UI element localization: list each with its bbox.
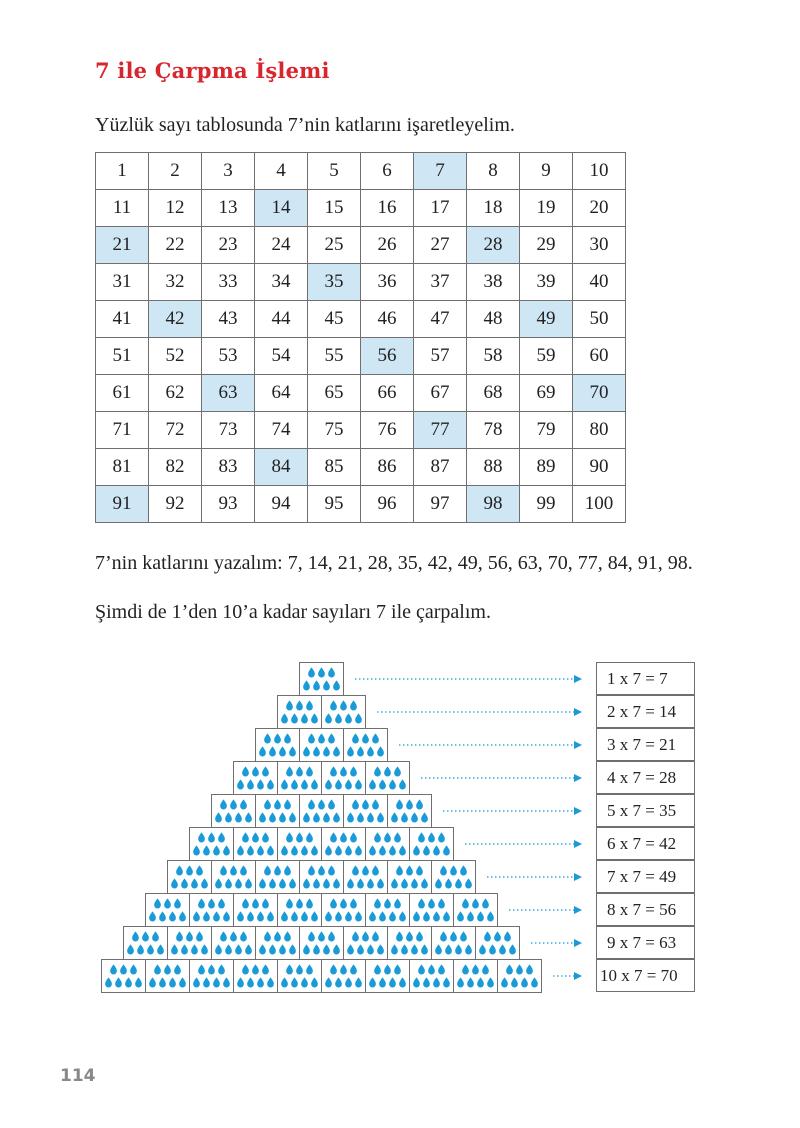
table-cell: 59 <box>520 338 573 375</box>
drop-block <box>300 927 344 960</box>
drop-block <box>190 828 234 861</box>
intro-text: Yüzlük sayı tablosunda 7’nin katlarını işaretleyelim. <box>95 114 515 136</box>
table-cell: 38 <box>467 264 520 301</box>
drop-block <box>190 894 234 927</box>
table-cell: 100 <box>573 486 626 523</box>
table-cell: 57 <box>414 338 467 375</box>
equation-box: 7 x 7 = 49 <box>596 860 695 893</box>
table-cell: 37 <box>414 264 467 301</box>
table-cell: 98 <box>467 486 520 523</box>
drop-block <box>476 927 520 960</box>
table-cell: 94 <box>255 486 308 523</box>
table-cell: 49 <box>520 301 573 338</box>
page-number: 114 <box>60 1066 96 1086</box>
table-cell: 89 <box>520 449 573 486</box>
table-cell: 86 <box>361 449 414 486</box>
drop-block <box>234 894 278 927</box>
table-cell: 6 <box>361 153 414 190</box>
instruction-text: Şimdi de 1’den 10’a kadar sayıları 7 ile çarpalım. <box>95 601 491 623</box>
arrow-head <box>574 774 582 782</box>
table-cell: 23 <box>202 227 255 264</box>
table-cell: 1 <box>96 153 149 190</box>
table-cell: 50 <box>573 301 626 338</box>
table-cell: 81 <box>96 449 149 486</box>
arrow-head <box>574 972 582 980</box>
table-cell: 82 <box>149 449 202 486</box>
table-cell: 34 <box>255 264 308 301</box>
drop-block <box>432 927 476 960</box>
table-cell: 61 <box>96 375 149 412</box>
table-cell: 87 <box>414 449 467 486</box>
table-cell: 43 <box>202 301 255 338</box>
drop-block <box>234 828 278 861</box>
drop-block <box>410 894 454 927</box>
table-cell: 85 <box>308 449 361 486</box>
equation-box: 3 x 7 = 21 <box>596 728 695 761</box>
drop-block <box>256 927 300 960</box>
table-cell: 68 <box>467 375 520 412</box>
drop-block <box>300 861 344 894</box>
table-cell: 10 <box>573 153 626 190</box>
drop-block <box>322 828 366 861</box>
table-cell: 60 <box>573 338 626 375</box>
multiples-text: 7’nin katlarını yazalım: 7, 14, 21, 28, 35, 42, 49, 56, 63, 70, 77, 84, 91, 98. <box>95 552 693 574</box>
drop-block <box>366 894 410 927</box>
table-cell: 73 <box>202 412 255 449</box>
table-cell: 45 <box>308 301 361 338</box>
table-cell: 93 <box>202 486 255 523</box>
table-cell: 36 <box>361 264 414 301</box>
equation-box: 5 x 7 = 35 <box>596 794 695 827</box>
table-cell: 67 <box>414 375 467 412</box>
drop-block <box>454 960 498 993</box>
table-cell: 32 <box>149 264 202 301</box>
arrow-head <box>574 939 582 947</box>
table-cell: 62 <box>149 375 202 412</box>
drop-block <box>300 795 344 828</box>
table-cell: 28 <box>467 227 520 264</box>
equation-box: 8 x 7 = 56 <box>596 893 695 926</box>
table-cell: 53 <box>202 338 255 375</box>
drop-block <box>300 663 344 696</box>
table-cell: 84 <box>255 449 308 486</box>
table-cell: 44 <box>255 301 308 338</box>
table-cell: 17 <box>414 190 467 227</box>
arrow-head <box>574 675 582 683</box>
table-cell: 41 <box>96 301 149 338</box>
drop-block <box>278 762 322 795</box>
equation-box: 2 x 7 = 14 <box>596 695 695 728</box>
table-cell: 33 <box>202 264 255 301</box>
drop-block <box>256 795 300 828</box>
table-cell: 2 <box>149 153 202 190</box>
drop-block <box>344 729 388 762</box>
table-cell: 99 <box>520 486 573 523</box>
drop-block <box>432 861 476 894</box>
table-cell: 46 <box>361 301 414 338</box>
drop-block <box>344 861 388 894</box>
drop-block <box>212 861 256 894</box>
table-cell: 42 <box>149 301 202 338</box>
drop-block <box>322 894 366 927</box>
drop-block <box>278 960 322 993</box>
drop-block <box>388 795 432 828</box>
table-cell: 91 <box>96 486 149 523</box>
table-cell: 14 <box>255 190 308 227</box>
drop-block <box>322 762 366 795</box>
table-cell: 30 <box>573 227 626 264</box>
table-cell: 56 <box>361 338 414 375</box>
table-cell: 64 <box>255 375 308 412</box>
drop-block <box>388 861 432 894</box>
table-cell: 5 <box>308 153 361 190</box>
table-cell: 48 <box>467 301 520 338</box>
drop-block <box>410 960 454 993</box>
table-cell: 54 <box>255 338 308 375</box>
table-cell: 58 <box>467 338 520 375</box>
drop-block <box>344 927 388 960</box>
table-cell: 20 <box>573 190 626 227</box>
drop-block <box>212 927 256 960</box>
table-cell: 71 <box>96 412 149 449</box>
table-cell: 80 <box>573 412 626 449</box>
equation-box: 6 x 7 = 42 <box>596 827 695 860</box>
equation-box: 9 x 7 = 63 <box>596 926 695 959</box>
drop-block <box>498 960 542 993</box>
table-cell: 4 <box>255 153 308 190</box>
table-cell: 25 <box>308 227 361 264</box>
arrow-head <box>574 807 582 815</box>
table-cell: 70 <box>573 375 626 412</box>
drop-block <box>124 927 168 960</box>
drop-block <box>234 960 278 993</box>
table-cell: 72 <box>149 412 202 449</box>
table-cell: 15 <box>308 190 361 227</box>
table-cell: 69 <box>520 375 573 412</box>
table-cell: 63 <box>202 375 255 412</box>
arrow-head <box>574 840 582 848</box>
table-cell: 65 <box>308 375 361 412</box>
drop-block <box>388 927 432 960</box>
drop-block <box>322 960 366 993</box>
drop-block <box>410 828 454 861</box>
table-cell: 51 <box>96 338 149 375</box>
table-cell: 24 <box>255 227 308 264</box>
equation-box: 1 x 7 = 7 <box>596 662 695 695</box>
table-cell: 31 <box>96 264 149 301</box>
table-cell: 75 <box>308 412 361 449</box>
arrow-head <box>574 906 582 914</box>
table-cell: 95 <box>308 486 361 523</box>
drop-block <box>366 960 410 993</box>
table-cell: 88 <box>467 449 520 486</box>
table-cell: 12 <box>149 190 202 227</box>
table-cell: 74 <box>255 412 308 449</box>
table-cell: 7 <box>414 153 467 190</box>
table-cell: 96 <box>361 486 414 523</box>
table-cell: 78 <box>467 412 520 449</box>
arrow-head <box>574 741 582 749</box>
table-cell: 13 <box>202 190 255 227</box>
drop-block <box>300 729 344 762</box>
arrow-head <box>574 708 582 716</box>
table-cell: 39 <box>520 264 573 301</box>
drop-block <box>322 696 366 729</box>
drop-block <box>168 927 212 960</box>
table-cell: 11 <box>96 190 149 227</box>
page-title: 7 ile Çarpma İşlemi <box>95 58 330 83</box>
table-cell: 83 <box>202 449 255 486</box>
table-cell: 40 <box>573 264 626 301</box>
table-cell: 19 <box>520 190 573 227</box>
table-cell: 3 <box>202 153 255 190</box>
equation-box: 10 x 7 = 70 <box>596 959 695 992</box>
drop-block <box>102 960 146 993</box>
table-cell: 27 <box>414 227 467 264</box>
equation-box: 4 x 7 = 28 <box>596 761 695 794</box>
table-cell: 52 <box>149 338 202 375</box>
drop-block <box>146 960 190 993</box>
table-cell: 18 <box>467 190 520 227</box>
table-cell: 55 <box>308 338 361 375</box>
table-cell: 97 <box>414 486 467 523</box>
drop-block <box>234 762 278 795</box>
drop-block <box>366 762 410 795</box>
drop-block <box>278 696 322 729</box>
table-cell: 77 <box>414 412 467 449</box>
drop-block <box>190 960 234 993</box>
table-cell: 29 <box>520 227 573 264</box>
table-cell: 16 <box>361 190 414 227</box>
drop-block <box>366 828 410 861</box>
drop-block <box>168 861 212 894</box>
arrow-head <box>574 873 582 881</box>
table-cell: 90 <box>573 449 626 486</box>
table-cell: 26 <box>361 227 414 264</box>
table-cell: 47 <box>414 301 467 338</box>
drop-block <box>256 861 300 894</box>
table-cell: 8 <box>467 153 520 190</box>
table-cell: 66 <box>361 375 414 412</box>
table-cell: 22 <box>149 227 202 264</box>
drop-block <box>278 894 322 927</box>
drop-block <box>146 894 190 927</box>
drop-block <box>256 729 300 762</box>
table-cell: 9 <box>520 153 573 190</box>
drop-block <box>278 828 322 861</box>
table-cell: 21 <box>96 227 149 264</box>
table-cell: 79 <box>520 412 573 449</box>
table-cell: 76 <box>361 412 414 449</box>
drop-block <box>454 894 498 927</box>
drop-block <box>212 795 256 828</box>
drop-block <box>344 795 388 828</box>
table-cell: 92 <box>149 486 202 523</box>
table-cell: 35 <box>308 264 361 301</box>
